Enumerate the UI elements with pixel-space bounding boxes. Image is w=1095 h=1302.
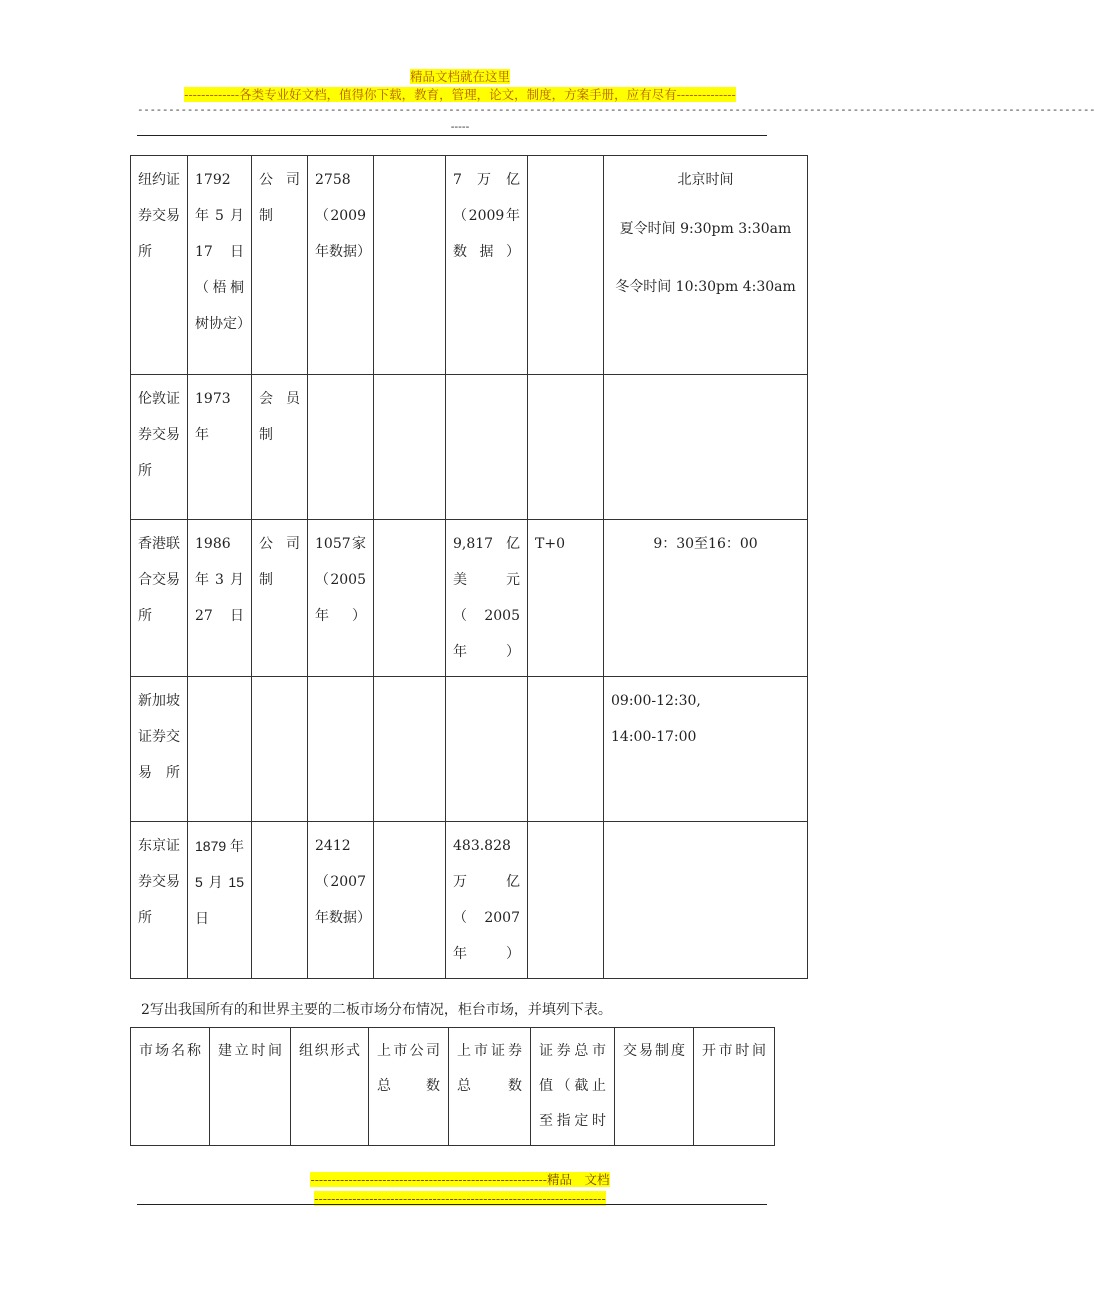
footer-line-1: --------------------------------------------------------精品 文档 xyxy=(310,1172,610,1187)
hours-line: 北京时间 xyxy=(677,172,734,188)
cell-hours xyxy=(604,375,808,520)
header-dash-line: ---------------------------------------------------------------------------------------------------------------------------------------------------------- xyxy=(137,103,1095,116)
header-dash-tail: ----- xyxy=(450,120,470,133)
cell-hours xyxy=(604,156,808,375)
cell-name: 东京证券交易所 xyxy=(131,822,188,979)
table-row xyxy=(131,520,808,677)
cell-market-value: 7万亿（2009年数据） xyxy=(446,156,528,375)
cell-securities xyxy=(374,520,446,677)
header-cell: 证券总市值（截止至指定时 xyxy=(531,1028,615,1146)
cell-companies: 2758（2009年数据） xyxy=(308,156,374,375)
table-row xyxy=(131,822,808,979)
hours-line: 夏令时间 9:30pm 3:30am xyxy=(619,221,792,237)
cell-market-value xyxy=(446,677,528,822)
cell-market-value xyxy=(446,375,528,520)
header-tagline: -------------各类专业好文档，值得你下载，教育，管理，论文，制度，方案手册，应有尽有-------------- xyxy=(184,87,736,102)
hours-line: 14:00-17:00 xyxy=(611,729,697,745)
header-tagline-wrap xyxy=(0,84,920,103)
header-cell: 上市公司总数 xyxy=(369,1028,449,1146)
hours-line: 冬令时间 10:30pm 4:30am xyxy=(615,279,796,295)
table-row xyxy=(131,677,808,822)
cell-name: 新加坡证券交易所 xyxy=(131,677,188,822)
header-cell: 建立时间 xyxy=(210,1028,291,1146)
cell-trading xyxy=(528,375,604,520)
cell-founded: 1986年3月27日 xyxy=(188,520,252,677)
cell-companies: 2412（2007年数据） xyxy=(308,822,374,979)
cell-founded: 1973年 xyxy=(188,375,252,520)
header-title-wrap xyxy=(0,66,920,85)
exchange-table xyxy=(130,155,808,979)
cell-org xyxy=(252,677,308,822)
cell-org: 公司制 xyxy=(252,156,308,375)
hours-line: 09:00-12:30, xyxy=(611,693,701,709)
header-cell: 市场名称 xyxy=(131,1028,210,1146)
cell-securities xyxy=(374,677,446,822)
cell-org: 会员制 xyxy=(252,375,308,520)
footer-line-2: --------------------------------------------------------------------- xyxy=(314,1191,606,1206)
cell-companies: 1057家（2005年） xyxy=(308,520,374,677)
cell-name: 纽约证券交易所 xyxy=(131,156,188,375)
cell-market-value: 483.828万亿（2007年） xyxy=(446,822,528,979)
header-cell: 组织形式 xyxy=(291,1028,369,1146)
cell-trading: T+0 xyxy=(528,520,604,677)
header-cell: 上市证券总数 xyxy=(449,1028,531,1146)
table-header-row xyxy=(131,1028,775,1146)
cell-trading xyxy=(528,677,604,822)
table-row xyxy=(131,375,808,520)
footer-rule xyxy=(137,1204,767,1205)
footer-wrap xyxy=(0,1169,920,1207)
cell-name: 香港联合交易所 xyxy=(131,520,188,677)
cell-founded: 1879年5月15日 xyxy=(188,822,252,979)
header-title: 精品文档就在这里 xyxy=(409,69,510,84)
header-rule xyxy=(137,135,767,136)
cell-securities xyxy=(374,375,446,520)
cell-founded: 1792年5月17日（梧桐树协定） xyxy=(188,156,252,375)
cell-market-value: 9,817亿美元（2005年） xyxy=(446,520,528,677)
cell-org xyxy=(252,822,308,979)
question-2: 2写出我国所有的和世界主要的二板市场分布情况，柜台市场，并填列下表。 xyxy=(141,1002,612,1018)
cell-securities xyxy=(374,822,446,979)
cell-trading xyxy=(528,156,604,375)
second-board-table xyxy=(130,1027,775,1146)
cell-companies xyxy=(308,375,374,520)
cell-hours: 9：30至16：00 xyxy=(604,520,808,677)
header-cell: 开市时间 xyxy=(694,1028,775,1146)
cell-hours xyxy=(604,822,808,979)
cell-hours xyxy=(604,677,808,822)
cell-name: 伦敦证券交易所 xyxy=(131,375,188,520)
cell-securities xyxy=(374,156,446,375)
cell-companies xyxy=(308,677,374,822)
cell-trading xyxy=(528,822,604,979)
header-cell: 交易制度 xyxy=(615,1028,694,1146)
table-row xyxy=(131,156,808,375)
cell-org: 公司制 xyxy=(252,520,308,677)
cell-founded xyxy=(188,677,252,822)
